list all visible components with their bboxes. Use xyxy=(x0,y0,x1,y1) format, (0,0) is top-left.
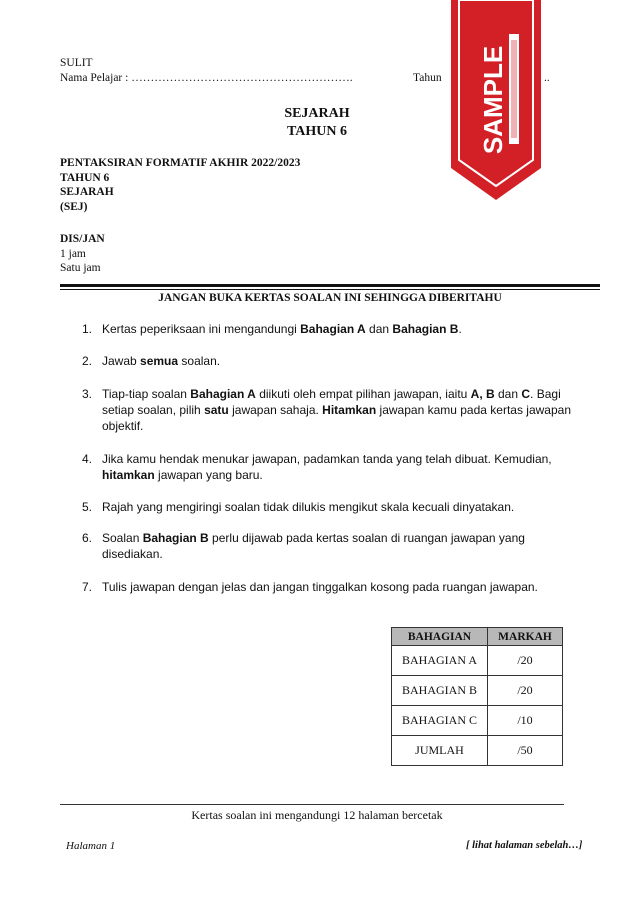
instruction-emphasis: hitamkan xyxy=(102,468,155,482)
instruction-text xyxy=(102,386,572,434)
table-cell-marks: /10 xyxy=(488,706,563,736)
instruction-fragment: Kertas peperiksaan ini mengandungi xyxy=(102,322,301,336)
instruction-number: 2. xyxy=(82,354,93,368)
table-cell-marks: /50 xyxy=(488,736,563,766)
instruction-fragment: diikuti oleh empat pilihan jawapan, iaitu xyxy=(255,387,471,401)
instruction-number: 3. xyxy=(82,387,93,401)
instruction-emphasis: Bahagian B xyxy=(142,531,209,545)
instruction-fragment: Soalan xyxy=(102,531,143,545)
classification-label: SULIT xyxy=(60,57,93,69)
instruction-text xyxy=(102,353,572,369)
instruction-emphasis: Bahagian A xyxy=(300,322,366,336)
divider-thin xyxy=(60,289,600,290)
sample-ribbon-stamp xyxy=(451,0,541,200)
exam-duration-words: Satu jam xyxy=(60,262,101,274)
instruction-emphasis: C xyxy=(521,387,531,401)
instruction-text xyxy=(102,321,572,337)
year-dots: .. xyxy=(544,72,550,84)
marks-table xyxy=(391,627,563,766)
instruction-fragment: soalan. xyxy=(178,354,221,368)
instruction-number: 7. xyxy=(82,580,93,594)
exam-name: PENTAKSIRAN FORMATIF AKHIR 2022/2023 xyxy=(60,157,301,169)
page-count-note: Kertas soalan ini mengandungi 12 halaman bercetak xyxy=(191,808,443,822)
exam-year: TAHUN 6 xyxy=(60,171,110,184)
table-row xyxy=(392,676,563,706)
year-label: Tahun xyxy=(413,72,442,84)
instruction-fragment: dan xyxy=(365,322,393,336)
instruction-fragment: Tiap-tiap soalan xyxy=(102,387,191,401)
exam-month: DIS/JAN xyxy=(60,233,105,245)
exam-duration: 1 jam xyxy=(60,247,86,260)
header-markah: MARKAH xyxy=(488,628,563,646)
instruction-fragment: Jika kamu hendak menukar jawapan, padamkan tanda yang telah dibuat. Kemudian, xyxy=(102,452,552,466)
header-bahagian: BAHAGIAN xyxy=(392,628,488,646)
ribbon-tag-inner xyxy=(511,40,517,138)
instruction-fragment: jawapan sahaja. xyxy=(228,403,323,417)
instruction-fragment: . Bagi setiap soalan, pilih xyxy=(102,387,561,417)
instruction-emphasis: satu xyxy=(204,403,229,417)
instruction-fragment: dan xyxy=(494,387,522,401)
instruction-text xyxy=(102,530,572,562)
instruction-fragment: Rajah yang mengiringi soalan tidak dilukis mengikut skala kecuali dinyatakan. xyxy=(102,500,515,514)
instruction-fragment: perlu dijawab pada kertas soalan di ruangan jawapan yang disediakan. xyxy=(102,531,525,561)
page-title-subject: SEJARAH xyxy=(284,106,350,121)
instruction-fragment: Jawab xyxy=(102,354,141,368)
do-not-open-warning: JANGAN BUKA KERTAS SOALAN INI SEHINGGA DIBERITAHU xyxy=(158,292,502,304)
divider-thick xyxy=(60,284,600,287)
table-row xyxy=(392,736,563,766)
student-name-field: Nama Pelajar : …………………………………………………. xyxy=(60,72,353,84)
exam-meta xyxy=(60,156,300,214)
instruction-number: 4. xyxy=(82,452,93,466)
instruction-text xyxy=(102,579,572,595)
instruction-fragment: jawapan yang baru. xyxy=(154,468,263,482)
instruction-number: 6. xyxy=(82,531,93,545)
instruction-emphasis: Bahagian B xyxy=(392,322,459,336)
marks-table-header xyxy=(392,628,563,646)
next-page-note: [ lihat halaman sebelah…] xyxy=(466,840,583,851)
instruction-text xyxy=(102,451,572,483)
page-number: Halaman 1 xyxy=(66,840,116,852)
instruction-emphasis: semua xyxy=(140,354,179,368)
table-cell-marks: /20 xyxy=(488,646,563,676)
table-cell-section: BAHAGIAN C xyxy=(392,706,488,736)
table-cell-section: BAHAGIAN A xyxy=(392,646,488,676)
table-cell-section: BAHAGIAN B xyxy=(392,676,488,706)
exam-subject: SEJARAH xyxy=(60,186,114,198)
instruction-number: 5. xyxy=(82,500,93,514)
instruction-emphasis: Hitamkan xyxy=(322,403,377,417)
instruction-fragment: . xyxy=(458,322,462,336)
instruction-number: 1. xyxy=(82,322,93,336)
table-row xyxy=(392,646,563,676)
exam-code: (SEJ) xyxy=(60,200,88,213)
instruction-fragment: Tulis jawapan dengan jelas dan jangan tinggalkan kosong pada ruangan jawapan. xyxy=(102,580,538,594)
page-title-year: TAHUN 6 xyxy=(286,124,348,139)
instruction-text xyxy=(102,499,572,515)
sample-stamp-text: SAMPLE xyxy=(478,45,508,155)
exam-timing xyxy=(60,232,105,276)
instruction-emphasis: Bahagian A xyxy=(190,387,256,401)
table-row xyxy=(392,706,563,736)
table-cell-section: JUMLAH xyxy=(392,736,488,766)
instruction-fragment: jawapan kamu pada kertas jawapan objektif. xyxy=(102,403,571,433)
table-cell-marks: /20 xyxy=(488,676,563,706)
instruction-emphasis: A, B xyxy=(470,387,495,401)
footer-divider xyxy=(60,804,564,805)
